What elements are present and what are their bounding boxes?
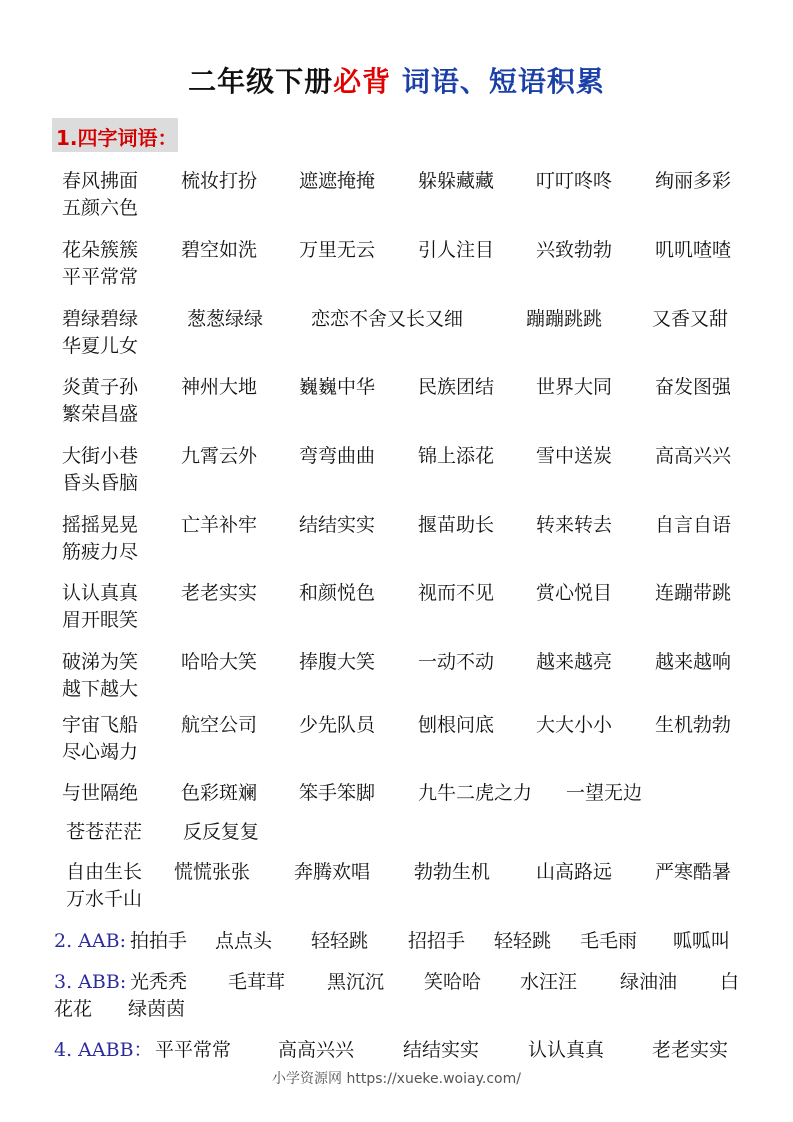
footer-source: 小学资源网 https://xueke.woiay.com/ — [272, 1071, 521, 1087]
word-item: 九牛二虎之力 — [418, 782, 533, 804]
pattern-label: 2. AAB: — [54, 930, 126, 952]
word-item: 认认真真 — [62, 582, 139, 604]
word-item: 越来越亮 — [536, 651, 613, 673]
word-item: 躲躲藏藏 — [418, 170, 495, 192]
pattern-word: 老老实实 — [652, 1039, 729, 1061]
word-item: 一望无边 — [566, 782, 643, 804]
pattern-word: 认认真真 — [528, 1039, 605, 1061]
pattern-word: 呱呱叫 — [673, 930, 731, 952]
word-item: 捧腹大笑 — [299, 651, 376, 673]
word-item: 色彩斑斓 — [181, 782, 258, 804]
pattern-word: 轻轻跳 — [311, 930, 369, 952]
pattern-word: 轻轻跳 — [494, 930, 552, 952]
pattern-word: 毛茸茸 — [228, 971, 286, 993]
page-title — [0, 60, 793, 100]
word-item: 华夏儿女 — [62, 335, 139, 357]
word-item: 和颜悦色 — [299, 582, 376, 604]
word-item: 一动不动 — [418, 651, 495, 673]
word-item: 勃勃生机 — [414, 861, 491, 883]
title-part-grade: 二年级下册 — [188, 65, 334, 98]
word-item: 航空公司 — [181, 714, 258, 736]
word-item: 筋疲力尽 — [62, 541, 139, 563]
word-item: 亡羊补牢 — [181, 514, 258, 536]
title-part-must: 必背 — [333, 65, 392, 98]
word-item: 奔腾欢唱 — [294, 861, 371, 883]
word-item: 遮遮掩掩 — [299, 170, 376, 192]
section-heading-label: 1.四字词语： — [56, 126, 178, 150]
word-item: 视而不见 — [418, 582, 495, 604]
word-item: 高高兴兴 — [655, 445, 732, 467]
word-item: 兴致勃勃 — [536, 239, 613, 261]
word-item: 雪中送炭 — [536, 445, 613, 467]
word-item: 弯弯曲曲 — [299, 445, 376, 467]
word-item: 反反复复 — [183, 821, 260, 843]
word-item: 九霄云外 — [181, 445, 258, 467]
word-item: 又香又甜 — [652, 308, 729, 330]
pattern-label: 3. ABB: — [54, 971, 127, 993]
word-item: 巍巍中华 — [299, 376, 376, 398]
word-item: 叮叮咚咚 — [536, 170, 613, 192]
word-item: 严寒酷暑 — [655, 861, 732, 883]
word-item: 慌慌张张 — [174, 861, 251, 883]
word-item: 刨根问底 — [418, 714, 495, 736]
word-item: 与世隔绝 — [62, 782, 139, 804]
word-item: 叽叽喳喳 — [655, 239, 732, 261]
word-item: 自由生长 — [66, 861, 143, 883]
word-item: 昏头昏脑 — [62, 472, 139, 494]
section-heading-four-char — [52, 118, 178, 152]
word-item: 万里无云 — [299, 239, 376, 261]
pattern-word: 笑哈哈 — [424, 971, 482, 993]
word-item: 眉开眼笑 — [62, 609, 139, 631]
word-item: 万水千山 — [66, 888, 143, 910]
word-item: 民族团结 — [418, 376, 495, 398]
word-item: 赏心悦目 — [536, 582, 613, 604]
word-item: 哈哈大笑 — [181, 651, 258, 673]
word-item: 繁荣昌盛 — [62, 403, 139, 425]
word-item: 苍苍茫茫 — [66, 821, 143, 843]
word-item: 平平常常 — [62, 266, 139, 288]
word-item: 揠苗助长 — [418, 514, 495, 536]
pattern-word: 招招手 — [408, 930, 466, 952]
word-item: 老老实实 — [181, 582, 258, 604]
word-item: 梳妆打扮 — [181, 170, 258, 192]
word-item: 越来越响 — [655, 651, 732, 673]
word-item: 碧空如洗 — [181, 239, 258, 261]
pattern-word: 高高兴兴 — [278, 1039, 355, 1061]
word-item: 越下越大 — [62, 678, 139, 700]
pattern-label: 4. AABB： — [54, 1039, 153, 1061]
pattern-word: 点点头 — [215, 930, 273, 952]
word-item: 转来转去 — [536, 514, 613, 536]
word-item: 葱葱绿绿 — [187, 308, 264, 330]
pattern-word: 黑沉沉 — [327, 971, 385, 993]
pattern-word: 水汪汪 — [520, 971, 578, 993]
word-item: 锦上添花 — [418, 445, 495, 467]
word-item: 引人注目 — [418, 239, 495, 261]
word-item: 少先队员 — [299, 714, 376, 736]
pattern-word: 拍拍手 — [130, 930, 188, 952]
title-part-topic: 词语、短语积累 — [391, 65, 605, 98]
word-item: 蹦蹦跳跳 — [526, 308, 603, 330]
word-item: 炎黄子孙 — [62, 376, 139, 398]
word-item: 春风拂面 — [62, 170, 139, 192]
pattern-word: 白 — [720, 971, 740, 993]
word-item: 笨手笨脚 — [299, 782, 376, 804]
word-item: 世界大同 — [536, 376, 613, 398]
pattern-word: 结结实实 — [403, 1039, 480, 1061]
pattern-word: 平平常常 — [155, 1039, 232, 1061]
word-item: 摇摇晃晃 — [62, 514, 139, 536]
word-item: 宇宙飞船 — [62, 714, 139, 736]
word-item: 五颜六色 — [62, 197, 139, 219]
pattern-word: 绿茵茵 — [128, 998, 186, 1020]
pattern-word: 花花 — [54, 998, 93, 1020]
word-item: 尽心竭力 — [62, 741, 139, 763]
word-item: 奋发图强 — [655, 376, 732, 398]
word-item: 大街小巷 — [62, 445, 139, 467]
word-item: 连蹦带跳 — [655, 582, 732, 604]
word-item: 结结实实 — [299, 514, 376, 536]
word-item: 大大小小 — [536, 714, 613, 736]
word-item: 破涕为笑 — [62, 651, 139, 673]
word-item: 自言自语 — [655, 514, 732, 536]
word-item: 生机勃勃 — [655, 714, 732, 736]
word-item: 恋恋不舍又长又细 — [311, 308, 464, 330]
pattern-word: 光秃秃 — [130, 971, 188, 993]
word-item: 碧绿碧绿 — [62, 308, 139, 330]
pattern-word: 绿油油 — [620, 971, 678, 993]
word-item: 绚丽多彩 — [655, 170, 732, 192]
word-item: 山高路远 — [536, 861, 613, 883]
pattern-word: 毛毛雨 — [580, 930, 638, 952]
word-item: 神州大地 — [181, 376, 258, 398]
word-item: 花朵簇簇 — [62, 239, 139, 261]
